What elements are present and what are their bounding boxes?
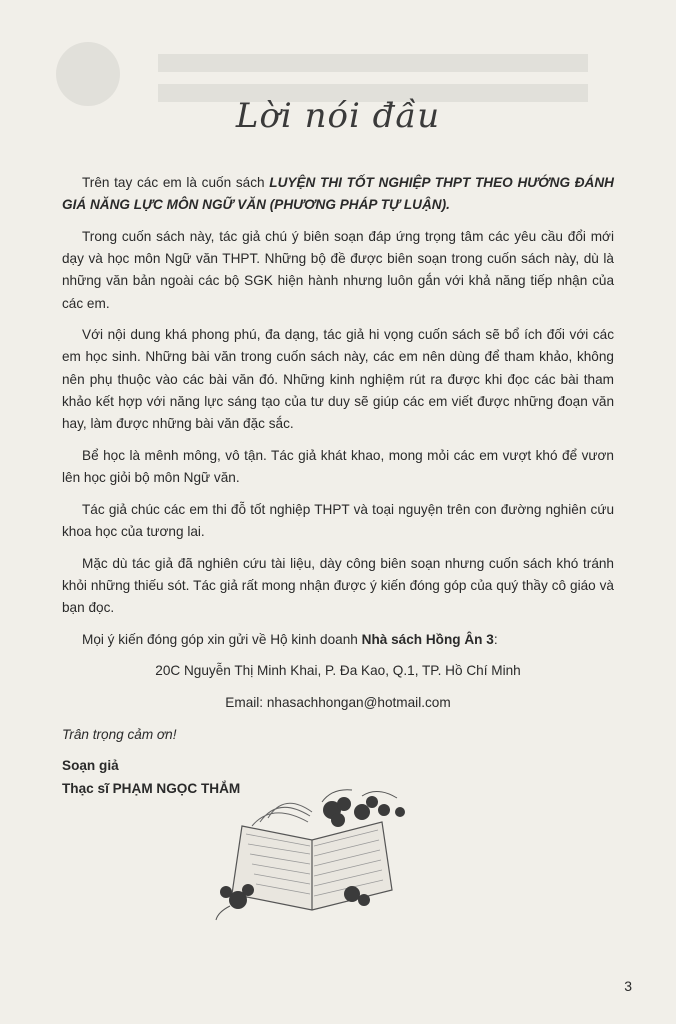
contact-line: Mọi ý kiến đóng góp xin gửi về Hộ kinh doanh Nhà sách Hồng Ân 3: (82, 631, 498, 647)
book-title: LUYỆN THI TỐT NGHIỆP THPT THEO HƯỚNG ĐÁNH GIÁ NĂNG LỰC MÔN NGỮ VĂN (PHƯƠNG PHÁP TỰ LUẬN). (62, 175, 614, 213)
paragraph: Tác giả chúc các em thi đỗ tốt nghiệp THPT và toại nguyện trên con đường nghiên cứu khoa học của tương lai. (62, 501, 614, 539)
page-number: 3 (624, 978, 632, 994)
preface-body (62, 172, 614, 800)
intro-paragraph: Trên tay các em là cuốn sách LUYỆN THI TỐT NGHIỆP THPT THEO HƯỚNG ĐÁNH GIÁ NĂNG LỰC MÔN NGỮ VĂN (PHƯƠNG PHÁP TỰ LUẬN). (62, 175, 614, 213)
publisher-name: Nhà sách Hồng Ân 3 (361, 631, 494, 647)
paragraph: Mặc dù tác giả đã nghiên cứu tài liệu, dày công biên soạn nhưng cuốn sách khó tránh khỏi những thiếu sót. Tác giả rất mong nhận được ý kiến đóng góp của quý thầy cô giáo và bạn đọc. (62, 555, 614, 615)
book-flowers-illustration (212, 782, 412, 922)
address-line: 20C Nguyễn Thị Minh Khai, P. Đa Kao, Q.1, TP. Hồ Chí Minh (155, 663, 521, 679)
page-title: Lời nói đầu (235, 96, 441, 136)
paragraph: Bể học là mênh mông, vô tận. Tác giả khát khao, mong mỏi các em vượt khó để vươn lên học giỏi bộ môn Ngữ văn. (62, 447, 614, 485)
paragraph: Với nội dung khá phong phú, đa dạng, tác giả hi vọng cuốn sách sẽ bổ ích đối với các em học sinh. Những bài văn trong cuốn sách này, các em nên dùng để tham khảo, không nên phụ thuộc vào các bài văn đó. Những kinh nghiệm rút ra được khi đọc các bài tham khảo kết hợp với năng lực sáng tạo của tư duy sẽ giúp các em viết được những đoạn văn hay, làm được những bài văn đặc sắc. (62, 327, 614, 432)
email-line: Email: nhasachhongan@hotmail.com (225, 695, 451, 711)
signature-role: Soạn giả (62, 758, 119, 774)
thanks-line: Trân trọng cảm ơn! (62, 726, 177, 742)
signature-name: Thạc sĩ PHẠM NGỌC THẮM (62, 780, 241, 796)
paragraph: Trong cuốn sách này, tác giả chú ý biên soạn đáp ứng trọng tâm các yêu cầu đổi mới dạy và học môn Ngữ văn THPT. Những bộ đề được biên soạn trong cuốn sách này, dù là những văn bản ngoài các bộ SGK hiện hành nhưng luôn gắn với khả năng tiếp nhận của các em. (62, 228, 614, 311)
